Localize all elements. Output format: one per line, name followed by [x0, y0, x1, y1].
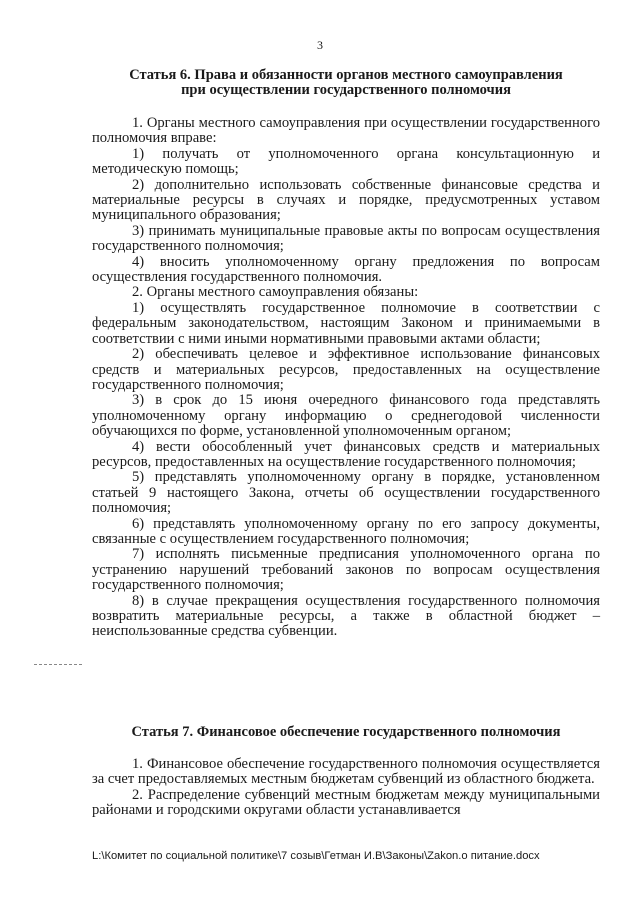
paragraph: 7) исполнять письменные предписания уполномоченного органа по устранению нарушений требований законов по вопросам осуществления государственного полномочия; — [92, 546, 600, 594]
paragraph: 3) принимать муниципальные правовые акты по вопросам осуществления государственного полномочия; — [92, 222, 600, 255]
paragraph: 2) дополнительно использовать собственные финансовые средства и материальные ресурсы в случаях и порядке, предусмотренных уставом муниципального образования; — [92, 176, 600, 224]
article7-body — [92, 757, 600, 819]
margin-dash-mark — [34, 664, 82, 665]
paragraph: 4) вести обособленный учет финансовых средств и материальных ресурсов, предоставленных на осуществление государственного полномочия; — [92, 438, 600, 470]
article7-title: Статья 7. Финансовое обеспечение государственного полномочия — [131, 724, 561, 740]
paragraph: 5) представлять уполномоченному органу в порядке, установленном статьей 9 настоящего Закона, отчеты об осуществлении государственного полномочия; — [92, 469, 600, 517]
article7-heading — [92, 725, 600, 740]
page-number: 3 — [317, 38, 323, 52]
paragraph: 8) в случае прекращения осуществления государственного полномочия возвратить материальные ресурсы, а также в областной бюджет – неиспользованные средства субвенции. — [92, 592, 600, 640]
paragraph: 3) в срок до 15 июня очередного финансового года представлять уполномоченному органу информацию о среднегодовой численности обучающихся по форме, установленной уполномоченным органом; — [92, 392, 600, 440]
paragraph: 2. Распределение субвенций местным бюджетам между муниципальными районами и городскими округами области устанавливается — [92, 786, 600, 819]
article6-title-line2: при осуществлении государственного полномочия — [181, 82, 511, 98]
paragraph: 2) обеспечивать целевое и эффективное использование финансовых средств и материальных ресурсов, предоставленных на осуществление государственного полномочия; — [92, 346, 600, 393]
paragraph: 2. Органы местного самоуправления обязаны: — [132, 284, 419, 301]
article6-title-line1: Статья 6. Права и обязанности органов местного самоуправления — [129, 67, 563, 83]
paragraph: 6) представлять уполномоченному органу по его запросу документы, связанные с осуществлением государственного полномочия; — [92, 515, 600, 547]
article6-heading — [92, 68, 600, 98]
paragraph: 1) осуществлять государственное полномочие в соответствии с федеральным законодательством, настоящим Законом и принимаемыми в соответствии с ними иными нормативными правовыми актами области; — [92, 299, 600, 347]
footer-file-path: L:\Комитет по социальной политике\7 созыв\Гетман И.В\Законы\Zakon.o питание.docx — [92, 850, 540, 862]
paragraph: 1. Органы местного самоуправления при осуществлении государственного полномочия вправе: — [92, 115, 600, 147]
paragraph: 1) получать от уполномоченного органа консультационную и методическую помощь; — [92, 145, 600, 178]
article6-body — [92, 116, 600, 640]
paragraph: 1. Финансовое обеспечение государственного полномочия осуществляется за счет предоставляемых местным бюджетам субвенций из областного бюджета. — [92, 756, 600, 788]
paragraph: 4) вносить уполномоченному органу предложения по вопросам осуществления государственного полномочия. — [92, 253, 600, 286]
